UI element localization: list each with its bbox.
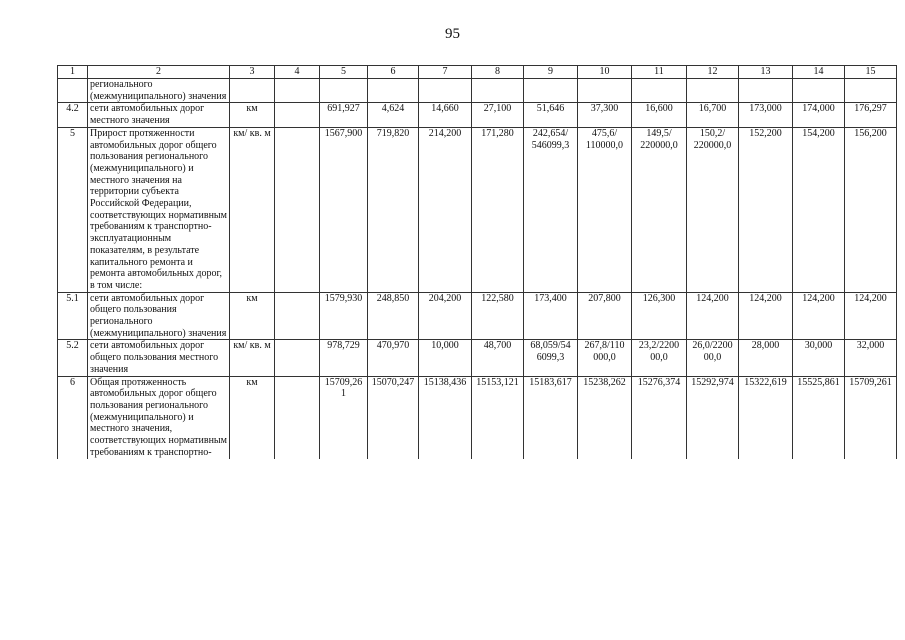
value-cell: 15525,861 [793,376,845,458]
value-cell: 32,000 [845,340,897,376]
value-cell [368,79,419,103]
value-cell: 15292,974 [687,376,739,458]
value-cell: 248,850 [368,292,419,340]
value-cell: 171,280 [472,127,524,292]
value-cell: 15276,374 [632,376,687,458]
value-cell: 242,654/ 546099,3 [524,127,578,292]
value-cell: 16,600 [632,103,687,127]
value-cell: 30,000 [793,340,845,376]
value-cell: 48,700 [472,340,524,376]
value-cell: 156,200 [845,127,897,292]
value-cell: 15709,26 1 [320,376,368,458]
indicator-name: Прирост протяженности автомобильных дорог общего пользования регионального (межмуниципального) и местного значения на территории субъекта Российской Федерации, соответствующих нормативным требованиям к транспортно-эксплуатационным показателям, в результате капитального ремонта и ремонта автомобильных дорог, в том числе: [88,127,230,292]
table-row [58,79,897,103]
column-header: 11 [632,66,687,79]
value-cell: 4,624 [368,103,419,127]
unit-cell: км [230,292,275,340]
value-cell: 1579,930 [320,292,368,340]
column-header: 13 [739,66,793,79]
value-cell: 15322,619 [739,376,793,458]
value-cell: 150,2/ 220000,0 [687,127,739,292]
value-cell: 1567,900 [320,127,368,292]
page-number: 95 [445,26,460,42]
column-4-cell [275,103,320,127]
column-4-cell [275,340,320,376]
value-cell [419,79,472,103]
row-number: 5.1 [58,292,88,340]
value-cell: 37,300 [578,103,632,127]
row-number [58,79,88,103]
table-row [58,376,897,458]
unit-cell: км [230,103,275,127]
indicator-name: Общая протяженность автомобильных дорог общего пользования регионального (межмуниципального) и местного значения, соответствующих нормативным требованиям к транспортно- [88,376,230,458]
value-cell: 23,2/2200 00,0 [632,340,687,376]
value-cell: 27,100 [472,103,524,127]
value-cell [687,79,739,103]
value-cell: 16,700 [687,103,739,127]
column-header: 8 [472,66,524,79]
indicator-name: сети автомобильных дорог местного значения [88,103,230,127]
value-cell: 10,000 [419,340,472,376]
value-cell: 978,729 [320,340,368,376]
unit-cell [230,79,275,103]
table-row [58,340,897,376]
indicator-name: сети автомобильных дорог общего пользования местного значения [88,340,230,376]
column-header: 4 [275,66,320,79]
value-cell: 28,000 [739,340,793,376]
value-cell: 267,8/110 000,0 [578,340,632,376]
column-4-cell [275,376,320,458]
value-cell: 15183,617 [524,376,578,458]
unit-cell: км/ кв. м [230,127,275,292]
value-cell: 149,5/ 220000,0 [632,127,687,292]
value-cell: 26,0/2200 00,0 [687,340,739,376]
table-row [58,292,897,340]
value-cell: 15070,247 [368,376,419,458]
value-cell: 124,200 [687,292,739,340]
column-header: 15 [845,66,897,79]
value-cell [320,79,368,103]
table-row [58,103,897,127]
value-cell: 214,200 [419,127,472,292]
value-cell: 15138,436 [419,376,472,458]
value-cell: 475,6/ 110000,0 [578,127,632,292]
column-4-cell [275,292,320,340]
value-cell: 124,200 [845,292,897,340]
row-number: 5 [58,127,88,292]
column-header: 7 [419,66,472,79]
value-cell: 174,000 [793,103,845,127]
value-cell [845,79,897,103]
value-cell [632,79,687,103]
column-header: 10 [578,66,632,79]
value-cell: 126,300 [632,292,687,340]
column-header: 1 [58,66,88,79]
column-header: 2 [88,66,230,79]
value-cell: 14,660 [419,103,472,127]
value-cell [524,79,578,103]
value-cell: 173,400 [524,292,578,340]
value-cell [578,79,632,103]
value-cell: 173,000 [739,103,793,127]
table-row [58,127,897,292]
value-cell [739,79,793,103]
value-cell: 470,970 [368,340,419,376]
column-4-cell [275,127,320,292]
value-cell: 15709,261 [845,376,897,458]
value-cell [472,79,524,103]
value-cell: 68,059/54 6099,3 [524,340,578,376]
value-cell: 15153,121 [472,376,524,458]
row-number: 6 [58,376,88,458]
unit-cell: км [230,376,275,458]
column-number-row [58,66,897,79]
row-number: 5.2 [58,340,88,376]
value-cell: 204,200 [419,292,472,340]
data-table [57,65,897,459]
value-cell: 719,820 [368,127,419,292]
value-cell: 207,800 [578,292,632,340]
row-number: 4.2 [58,103,88,127]
column-header: 5 [320,66,368,79]
indicator-name: сети автомобильных дорог общего пользования регионального (межмуниципального) значения [88,292,230,340]
value-cell: 15238,262 [578,376,632,458]
column-header: 6 [368,66,419,79]
column-4-cell [275,79,320,103]
value-cell [793,79,845,103]
value-cell: 154,200 [793,127,845,292]
value-cell: 152,200 [739,127,793,292]
value-cell: 691,927 [320,103,368,127]
value-cell: 51,646 [524,103,578,127]
indicator-name: регионального (межмуниципального) значения [88,79,230,103]
value-cell: 124,200 [793,292,845,340]
column-header: 12 [687,66,739,79]
column-header: 14 [793,66,845,79]
value-cell: 124,200 [739,292,793,340]
column-header: 9 [524,66,578,79]
value-cell: 122,580 [472,292,524,340]
value-cell: 176,297 [845,103,897,127]
column-header: 3 [230,66,275,79]
unit-cell: км/ кв. м [230,340,275,376]
